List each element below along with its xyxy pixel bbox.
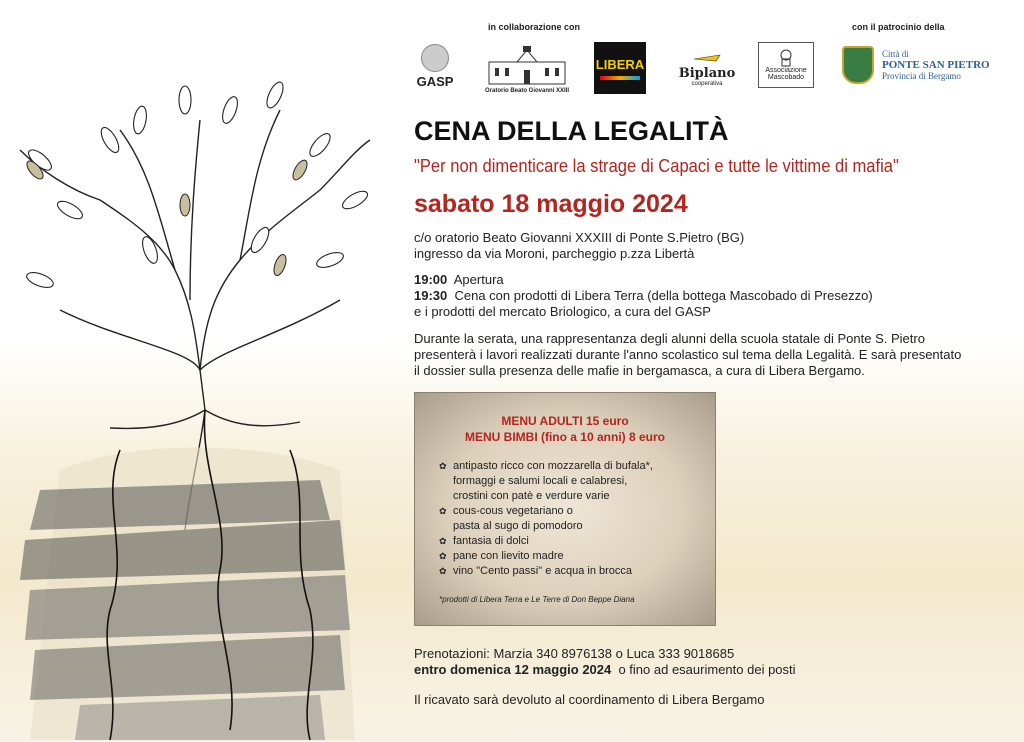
mascobado-logo-text-1: Associazione	[765, 67, 807, 74]
menu-adulti: MENU ADULTI 15 euro	[501, 414, 629, 428]
event-schedule	[414, 272, 873, 320]
menu-item-continued: formaggi e salumi locali e calabresi,	[453, 475, 628, 487]
menu-item: ✿ pane con lievito madre	[439, 550, 564, 562]
libera-logo-text: LIBERA	[595, 56, 645, 72]
menu-footnote: *prodotti di Libera Terra e Le Terre di Don Beppe Diana	[439, 595, 635, 604]
location-line-1: c/o oratorio Beato Giovanni XXXIII di Ponte S.Pietro (BG)	[414, 230, 745, 245]
collab-label: in collaborazione con	[488, 22, 581, 32]
mascobado-logo-text-2: Mascobado	[767, 74, 805, 81]
event-location	[414, 230, 744, 262]
ponte-logo-text-3: Provincia di Bergamo	[882, 71, 961, 81]
deadline-date: entro domenica 12 maggio 2024	[414, 662, 612, 677]
flower-bullet-icon: ✿	[439, 551, 447, 561]
ricavato-note: Il ricavato sarà devoluto al coordinamento di Libera Bergamo	[414, 692, 765, 707]
menu-item: ✿ antipasto ricco con mozzarella di bufala*,	[439, 460, 653, 472]
tree-leaves	[25, 80, 370, 291]
prenotazioni-contacts: Prenotazioni: Marzia 340 8976138 o Luca 333 9018685	[414, 646, 735, 661]
description-line: Durante la serata, una rappresentanza degli alunni della scuola statale di Ponte S. Pietro	[414, 331, 925, 346]
schedule-label: Apertura	[453, 272, 504, 287]
gasp-icon	[421, 44, 449, 72]
schedule-row	[414, 288, 873, 304]
libera-logo	[594, 42, 646, 94]
menu-bimbi: MENU BIMBI (fino a 10 anni) 8 euro	[464, 430, 665, 444]
menu-item: ✿ fantasia di dolci	[439, 535, 529, 547]
deadline-note: o fino ad esaurimento dei posti	[618, 662, 796, 677]
event-subtitle: "Per non dimenticare la strage di Capaci e tutte le vittime di mafia"	[414, 156, 899, 176]
gasp-logo	[412, 40, 458, 92]
prenotazioni	[414, 646, 796, 678]
gasp-logo-text: GASP	[416, 73, 454, 89]
flower-bullet-icon: ✿	[439, 461, 447, 471]
flower-bullet-icon: ✿	[439, 536, 447, 546]
tree-olives	[24, 158, 310, 277]
biplano-logo-subtext: cooperativa	[691, 80, 723, 87]
ponte-san-pietro-logo	[842, 40, 992, 90]
menu-card	[414, 392, 716, 626]
description-line: presenterà i lavori realizzati durante l'anno scolastico sul tema della Legalità. E sarà presentato	[414, 347, 962, 362]
flower-bullet-icon: ✿	[439, 506, 447, 516]
schedule-row	[414, 272, 873, 288]
schedule-time: 19:30	[414, 288, 448, 303]
prenotazioni-deadline	[414, 662, 796, 678]
ponte-logo-text-2: PONTE SAN PIETRO	[882, 59, 990, 71]
tree-roots	[20, 410, 355, 740]
ponte-logo-text-1: Città di	[882, 49, 909, 59]
biplano-logo	[678, 46, 736, 92]
schedule-time: 19:00	[414, 272, 448, 287]
patrocinio-label: con il patrocinio della	[852, 22, 945, 32]
crest-icon	[842, 46, 874, 84]
flower-bullet-icon: ✿	[439, 566, 447, 576]
oratorio-logo-text: Oratorio Beato Giovanni XXIII	[484, 88, 569, 94]
plane-icon	[692, 52, 722, 66]
chef-icon	[777, 49, 795, 67]
event-description	[414, 331, 961, 379]
menu-list	[439, 459, 653, 579]
libera-color-bar	[600, 76, 640, 80]
biplano-logo-text: Biplano	[678, 65, 736, 81]
schedule-label: Cena con prodotti di Libera Terra (della bottega Mascobado di Presezzo)	[454, 288, 873, 303]
description-line: il dossier sulla presenza delle mafie in bergamasca, a cura di Libera Bergamo.	[414, 363, 865, 378]
location-line-2: ingresso da via Moroni, parcheggio p.zza Libertà	[414, 246, 695, 261]
event-title: CENA DELLA LEGALITÀ	[414, 116, 729, 146]
menu-item-continued: crostini con patè e verdure varie	[453, 490, 610, 502]
event-date: sabato 18 maggio 2024	[414, 190, 688, 218]
menu-item: ✿ vino "Cento passi" e acqua in brocca	[439, 565, 633, 577]
menu-item: ✿ cous-cous vegetariano o	[439, 505, 573, 517]
tree-illustration	[0, 50, 395, 742]
menu-item-continued: pasta al sugo di pomodoro	[453, 520, 583, 532]
mascobado-logo	[758, 42, 814, 88]
church-icon	[487, 46, 567, 86]
schedule-row: e i prodotti del mercato Briologico, a cura del GASP	[414, 304, 711, 319]
oratorio-logo	[484, 42, 570, 98]
